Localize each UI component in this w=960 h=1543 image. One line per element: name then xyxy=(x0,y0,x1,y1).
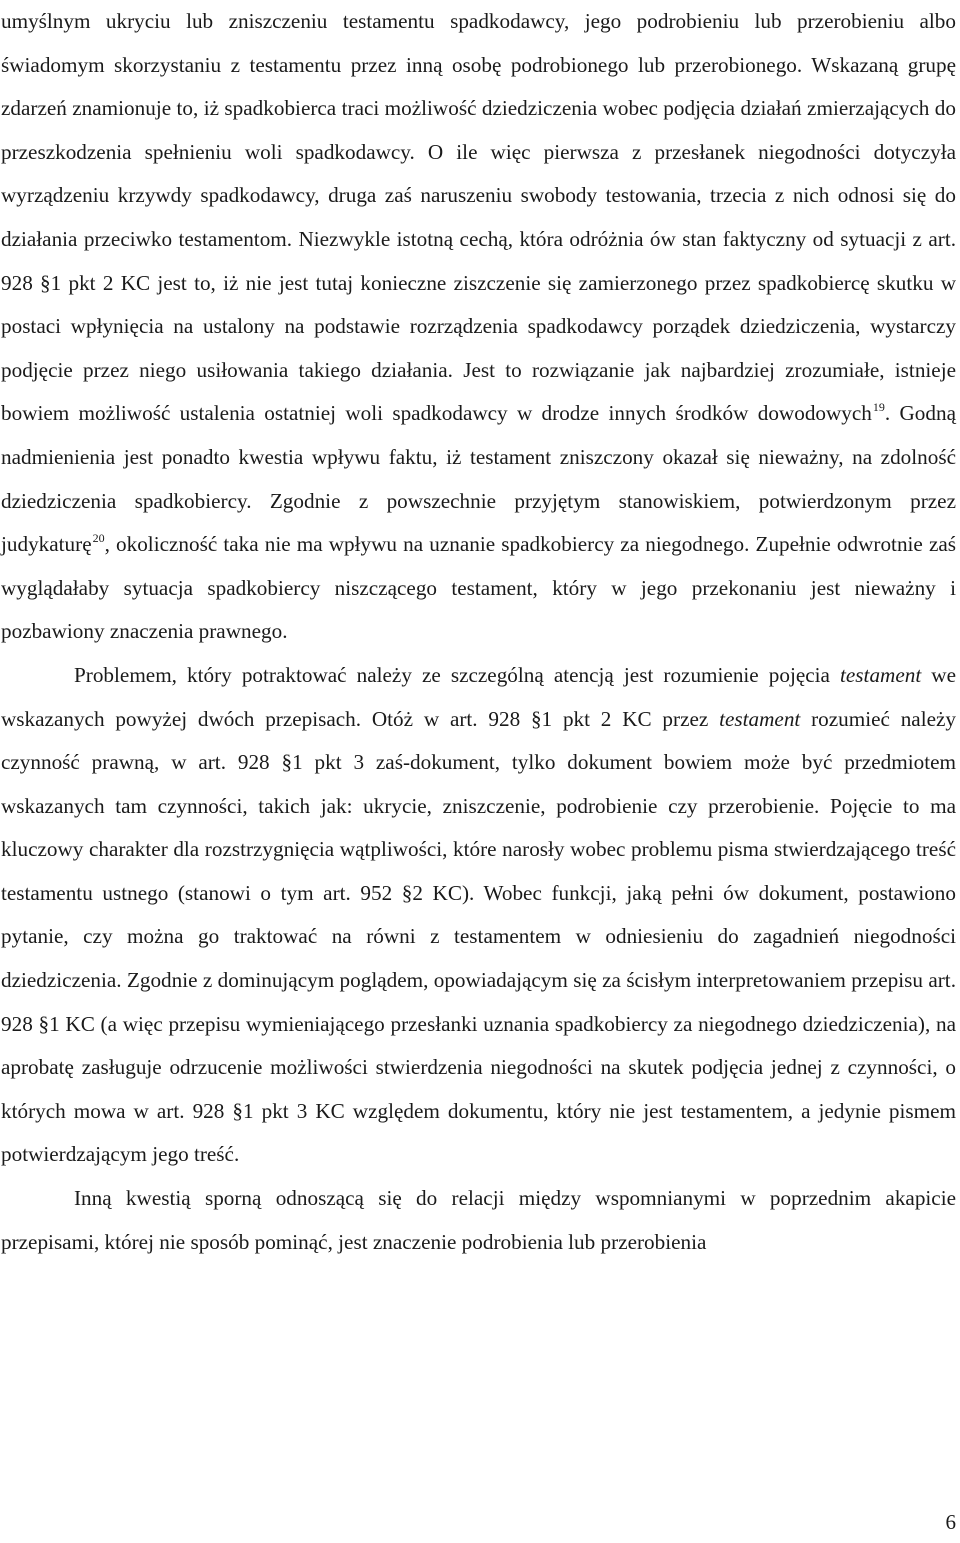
text-segment: we wskazanych powyżej dwóch przepisach. Otóż w art. 928 §1 pkt 2 KC przez xyxy=(1,662,956,731)
text-segment: rozumieć należy czynność prawną, w art. 928 §1 pkt 3 zaś-dokument, tylko dokument bowiem może być przedmiotem wskazanych tam czynności, takich jak: ukrycie, zniszczenie, podrobienie czy przerobienie. Pojęcie to ma kluczowy charakter dla rozstrzygnięcia wątpliwości, które narosły wobec problemu pisma stwierdzającego treść testamentu ustnego (stanowi o tym art. 952 §2 KC). Wobec funkcji, jaką pełni ów dokument, postawiono pytanie, czy można go traktować na równi z testamentem w odniesieniu do zagadnień niegodności dziedziczenia. Zgodnie z dominującym poglądem, opowiadającym się za ścisłym interpretowaniem przepisu art. 928 §1 KC (a więc przepisu wymieniającego przesłanki uznania spadkobiercy za niegodnego dziedziczenia), na aprobatę zasługuje odrzucenie możliwości stwierdzenia niegodności na skutek podjęcia jednej z czynności, o których mowa w art. 928 §1 pkt 3 KC względem dokumentu, który nie jest testamentem, a jedynie pismem potwierdzającym jego treść. xyxy=(1,706,956,1167)
text-segment: , okoliczność taka nie ma wpływu na uznanie spadkobiercy za niegodnego. Zupełnie odwrotnie zaś wyglądałaby sytuacja spadkobiercy niszczącego testament, który w jego przekonaniu jest nieważny i pozbawiony znaczenia prawnego. xyxy=(1,532,956,644)
footnote-ref-20[interactable]: 20 xyxy=(92,531,105,546)
italic-term: testament xyxy=(719,706,801,731)
footnote-ref-19[interactable]: 19 xyxy=(872,400,885,415)
paragraph-2 xyxy=(1,654,956,1177)
page-number: 6 xyxy=(945,1510,956,1534)
body-text xyxy=(1,0,956,1264)
text-segment: umyślnym ukryciu lub zniszczeniu testamentu spadkodawcy, jego podrobieniu lub przerobieniu albo świadomym skorzystaniu z testamentu przez inną osobę podrobionego lub przerobionego. Wskazaną grupę zdarzeń znamionuje to, iż spadkobierca traci możliwość dziedziczenia wobec podjęcia działań zmierzających do przeszkodzenia spełnieniu woli spadkodawcy. O ile więc pierwsza z przesłanek niegodności dotyczyła wyrządzeniu krzywdy spadkodawcy, druga zaś naruszeniu swobody testowania, trzecia z nich odnosi się do działania przeciwko testamentom. Niezwykle istotną cechą, która odróżnia ów stan faktyczny od sytuacji z art. 928 §1 pkt 2 KC jest to, iż nie jest tutaj konieczne ziszczenie się zamierzonego przez spadkobiercę skutku w postaci wpłynięcia na ustalony na podstawie rozrządzenia spadkodawcy porządek dziedziczenia, wystarczy podjęcie przez niego usiłowania takiego działania. Jest to rozwiązanie jak najbardziej zrozumiałe, istnieje bowiem możliwość ustalenia ostatniej woli spadkodawcy w drodze innych środków dowodowych xyxy=(1,9,956,426)
text-segment: Inną kwestią sporną odnoszącą się do relacji między wspomnianymi w poprzednim akapicie przepisami, której nie sposób pominąć, jest znaczenie podrobienia lub przerobienia xyxy=(1,1186,956,1254)
text-segment: Problemem, który potraktować należy ze szczególną atencją jest rozumienie pojęcia xyxy=(74,662,841,687)
italic-term: testament xyxy=(840,662,922,687)
text-segment: . Godną nadmienienia jest ponadto kwestia wpływu faktu, iż testament zniszczony okazał się nieważny, na zdolność dziedziczenia spadkobiercy. Zgodnie z powszechnie przyjętym stanowiskiem, potwierdzonym przez judykaturę xyxy=(1,401,956,557)
paragraph-3 xyxy=(1,1177,956,1264)
paragraph-1 xyxy=(1,0,956,654)
